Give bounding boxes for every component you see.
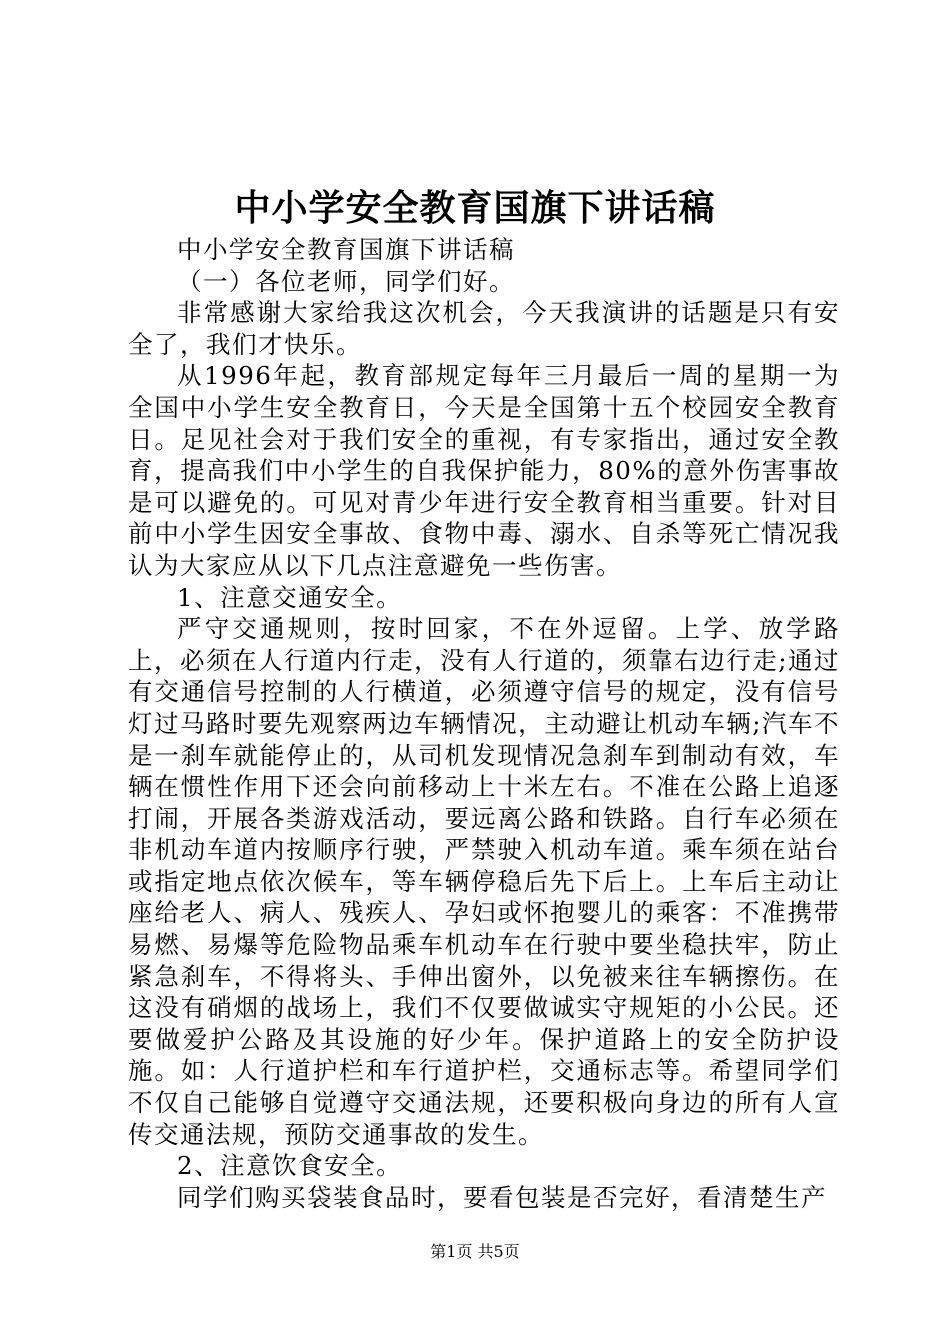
paragraph-subtitle: 中小学安全教育国旗下讲话稿: [177, 235, 515, 264]
section-heading-food: 2、注意饮食安全。: [177, 1151, 403, 1181]
paragraph-traffic: 严守交通规则，按时回家，不在外逗留。上学、放学路上，必须在人行道内行走，没有人行道的，须靠右边行走;通过有交通信号控制的人行横道，必须遵守信号的规定，没有信号灯过马路时要先观察两边车辆情况，主动避让机动车辆;汽车不是一刹车就能停止的，从司机发现情况急刹车到制动有效，车辆在惯性作用下还会向前移动上十米左右。不准在公路上追逐打闹，开展各类游戏活动，要远离公路和铁路。自行车必须在非机动车道内按顺序行驶，严禁驶入机动车道。乘车须在站台或指定地点依次候车，等车辆停稳后先下后上。上车后主动让座给老人、病人、残疾人、孕妇或怀抱婴儿的乘客：不准携带易燃、易爆等危险物品乘车机动车在行驶中要坐稳扶牢，防止紧急刹车，不得将头、手伸出窗外，以免被来往车辆擦伤。在这没有硝烟的战场上，我们不仅要做诚实守规矩的小公民。还要做爱护公路及其设施的好少年。保护道路上的安全防护设施。如：人行道护栏和车行道护栏，交通标志等。希望同学们不仅自己能够自觉遵守交通法规，还要积极向身边的所有人宣传交通法规，预防交通事故的发生。: [128, 614, 840, 1149]
page-number-footer: 第1页 共5页: [430, 1242, 520, 1261]
document-title: 中小学安全教育国旗下讲话稿: [234, 187, 716, 229]
paragraph-greeting: （一）各位老师，同学们好。: [177, 266, 515, 296]
paragraph-background: 从1996年起，教育部规定每年三月最后一周的星期一为全国中小学生安全教育日，今天是全国第十五个校园安全教育日。足见社会对于我们安全的重视，有专家指出，通过安全教育，提高我们中小学生的自我保护能力，80%的意外伤害事故是可以避免的。可见对青少年进行安全教育相当重要。针对目前中小学生因安全事故、食物中毒、溺水、自杀等死亡情况我认为大家应从以下几点注意避免一些伤害。: [128, 361, 840, 580]
paragraph-food: 同学们购买袋装食品时，要看包装是否完好，看清楚生产: [177, 1182, 827, 1212]
section-heading-traffic: 1、注意交通安全。: [177, 582, 403, 612]
paragraph-intro: 非常感谢大家给我这次机会，今天我演讲的话题是只有安全了，我们才快乐。: [128, 298, 840, 359]
document-body: [128, 234, 840, 1213]
